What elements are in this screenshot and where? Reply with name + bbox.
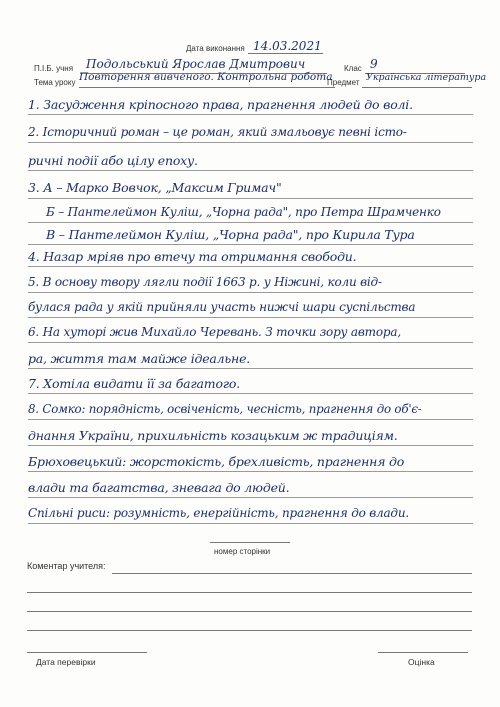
answer-line: 3. А – Марко Вовчок, „Максим Гримач" (28, 180, 282, 195)
name-value: Подольський Ярослав Дмитрович (86, 57, 306, 71)
answer-line: В – Пантелеймон Куліш, „Чорна рада", про Кирила Тура (46, 227, 415, 242)
class-value: 9 (370, 57, 378, 71)
answer-line: Спільні риси: розумність, енергійність, прагнення до влади. (28, 506, 409, 520)
grade-label: Оцінка (408, 657, 435, 667)
answer-line: Б – Пантелеймон Куліш, „Чорна рада", про Петра Шрамченко (46, 205, 441, 219)
answer-line: днання України, прихильність козацьким ж традиціям. (28, 428, 398, 443)
date-label: Дата виконання (186, 44, 245, 53)
teacher-comment-label: Коментар учителя: (27, 561, 106, 571)
date-value: 14.03.2021 (253, 39, 322, 53)
answer-line: 7. Хотіла видати її за багатого. (28, 376, 240, 391)
answer-line: 6. На хуторі жив Михайло Черевань. З точки зору автора, (28, 325, 401, 339)
answer-line: 1. Засудження кріпосного права, прагнення людей до волі. (28, 97, 413, 112)
answer-line: 2. Історичний роман – це роман, який змальовує певні істо- (28, 125, 407, 139)
check-date-label: Дата перевірки (36, 657, 96, 667)
answer-line: ра, життя там майже ідеальне. (28, 351, 251, 366)
class-label: Клас (344, 64, 362, 73)
answer-line: 4. Назар мріяв про втечу та отримання свободи. (28, 249, 357, 264)
answer-line: Брюховецький: жорстокість, брехливість, прагнення до (28, 454, 405, 469)
page-number-label: номер сторінки (214, 547, 271, 556)
topic-value: Повторення вивченого. Контрольна робота (79, 71, 333, 83)
subject-value: Українська література (366, 72, 487, 83)
topic-label: Тема уроку (34, 78, 76, 87)
answer-line: булася рада у якій прийняли участь нижчі шари суспільства (28, 300, 416, 314)
subject-label: Предмет (327, 78, 360, 87)
answer-line: 8. Сомко: порядність, освіченість, чесність, прагнення до об'є- (28, 402, 422, 416)
answer-line: 5. В основу твору лягли події 1663 р. у Ніжині, коли від- (28, 275, 382, 289)
answer-line: влади та багатства, зневага до людей. (28, 480, 290, 495)
name-label: П.І.Б. учня (34, 64, 74, 73)
answer-line: ричні події або цілу епоху. (28, 153, 198, 168)
